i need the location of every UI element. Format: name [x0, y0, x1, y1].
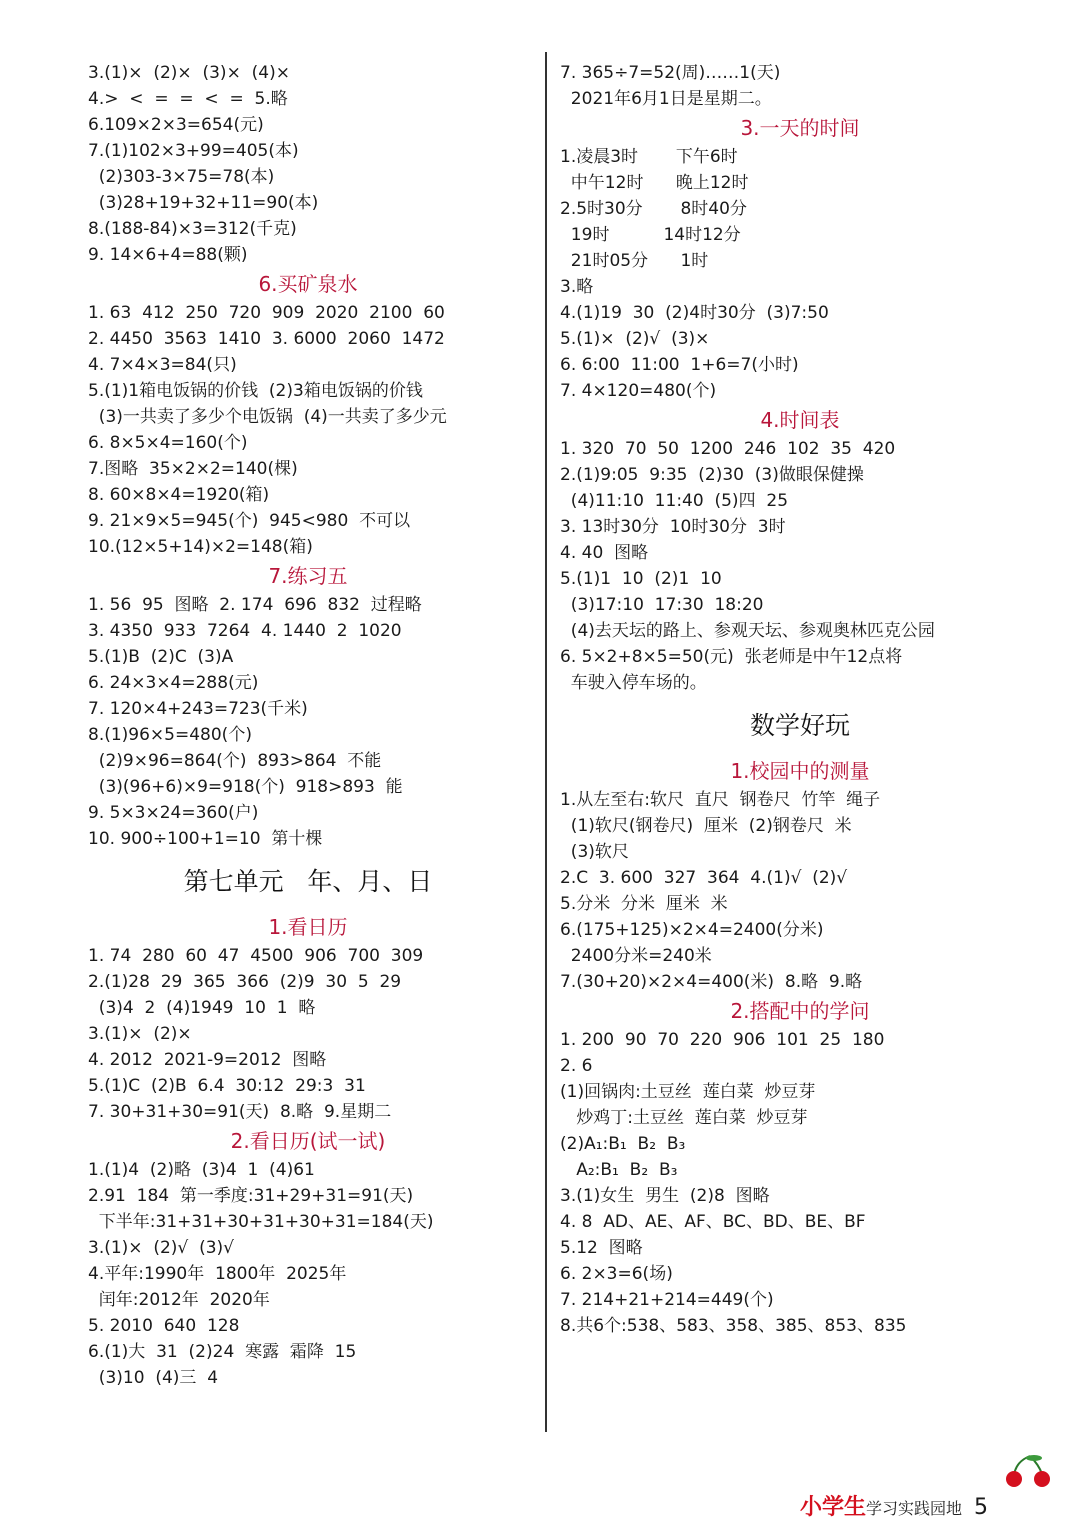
answer-line: 6. 8×5×4=160(个): [88, 433, 248, 453]
section-heading: 1.校园中的测量: [730, 759, 870, 783]
right-column: [560, 60, 1040, 1339]
answer-line: (3)17:10 17:30 18:20: [560, 595, 764, 615]
answer-line: 1. 200 90 70 220 906 101 25 180: [560, 1030, 885, 1050]
answer-line: 2400分米=240米: [560, 946, 712, 966]
answer-line: 3. 13时30分 10时30分 3时: [560, 517, 786, 537]
answer-line: 7. 365÷7=52(周)……1(天): [560, 63, 781, 83]
section-heading: 1.看日历: [268, 915, 348, 939]
answer-line: 1. 56 95 图略 2. 174 696 832 过程略: [88, 595, 422, 615]
answer-line: 5.(1)1箱电饭锅的价钱 (2)3箱电饭锅的价钱: [88, 381, 423, 401]
answer-line: (3)4 2 (4)1949 10 1 略: [88, 998, 316, 1018]
answer-line: 3.(1)女生 男生 (2)8 图略: [560, 1186, 770, 1206]
answer-line: 闰年:2012年 2020年: [88, 1290, 270, 1310]
answer-line: (1)回锅肉:土豆丝 莲白菜 炒豆芽: [560, 1082, 816, 1102]
answer-line: 7. 214+21+214=449(个): [560, 1290, 774, 1310]
answer-line: 1. 63 412 250 720 909 2020 2100 60: [88, 303, 445, 323]
answer-line: 5.(1)C (2)B 6.4 30:12 29:3 31: [88, 1076, 366, 1096]
answer-line: 5.分米 分米 厘米 米: [560, 894, 728, 914]
section-heading: 2.搭配中的学问: [730, 999, 870, 1023]
brand-subtitle: 学习实践园地: [866, 1499, 963, 1518]
answer-line: 5.12 图略: [560, 1238, 643, 1258]
answer-line: 7. 120×4+243=723(千米): [88, 699, 308, 719]
answer-line: 炒鸡丁:土豆丝 莲白菜 炒豆芽: [560, 1108, 808, 1128]
answer-line: 6. 5×2+8×5=50(元) 张老师是中午12点将: [560, 647, 903, 667]
answer-line: (3)一共卖了多少个电饭锅 (4)一共卖了多少元: [88, 407, 447, 427]
answer-line: 7. 4×120=480(个): [560, 381, 717, 401]
answer-line: 3.(1)× (2)×: [88, 1024, 192, 1044]
answer-line: 4. 2012 2021-9=2012 图略: [88, 1050, 327, 1070]
answer-line: 4. 40 图略: [560, 543, 649, 563]
cherry-logo-icon: [1000, 1452, 1060, 1492]
brand-title: 小学生: [800, 1495, 867, 1520]
answer-line: 5.(1)× (2)√ (3)×: [560, 329, 710, 349]
answer-line: 6. 24×3×4=288(元): [88, 673, 259, 693]
answer-line: 4. 7×4×3=84(只): [88, 355, 237, 375]
answer-line: (3)软尺: [560, 842, 629, 862]
answer-line: 1.从左至右:软尺 直尺 钢卷尺 竹竿 绳子: [560, 790, 881, 810]
answer-line: 8.共6个:538、583、358、385、853、835: [560, 1316, 907, 1336]
answer-line: 车驶入停车场的。: [560, 673, 707, 693]
answer-line: 下半年:31+31+30+31+30+31=184(天): [88, 1212, 434, 1232]
answer-line: 10. 900÷100+1=10 第十棵: [88, 829, 323, 849]
answer-line: 10.(12×5+14)×2=148(箱): [88, 537, 313, 557]
answer-line: (2)303-3×75=78(本): [88, 167, 275, 187]
answer-line: (3)(96+6)×9=918(个) 918>893 能: [88, 777, 403, 797]
answer-line: 6.109×2×3=654(元): [88, 115, 264, 135]
answer-line: 5.(1)1 10 (2)1 10: [560, 569, 722, 589]
answer-line: 21时05分 1时: [560, 251, 709, 271]
answer-line: 4.平年:1990年 1800年 2025年: [88, 1264, 347, 1284]
answer-line: 4. 8 AD、AE、AF、BC、BD、BE、BF: [560, 1212, 866, 1232]
page-number: 5: [974, 1495, 989, 1520]
answer-line: (4)11:10 11:40 (5)四 25: [560, 491, 789, 511]
answer-line: 2. 4450 3563 1410 3. 6000 2060 1472: [88, 329, 445, 349]
answer-line: A₂:B₁ B₂ B₃: [560, 1160, 678, 1180]
answer-line: 3.(1)× (2)√ (3)√: [88, 1238, 234, 1258]
answer-line: 4.> < = = < = 5.略: [88, 89, 288, 109]
answer-line: 19时 14时12分: [560, 225, 741, 245]
answer-line: 3. 4350 933 7264 4. 1440 2 1020: [88, 621, 402, 641]
answer-line: 1.(1)4 (2)略 (3)4 1 (4)61: [88, 1160, 315, 1180]
answer-line: 7.图略 35×2×2=140(棵): [88, 459, 298, 479]
answer-line: 1. 320 70 50 1200 246 102 35 420: [560, 439, 896, 459]
answer-line: 5. 2010 640 128: [88, 1316, 240, 1336]
answer-line: 7.(1)102×3+99=405(本): [88, 141, 299, 161]
answer-line: 6.(1)大 31 (2)24 寒露 霜降 15: [88, 1342, 357, 1362]
answer-line: 9. 5×3×24=360(户): [88, 803, 259, 823]
answer-line: 9. 21×9×5=945(个) 945<980 不可以: [88, 511, 411, 531]
answer-line: (2)9×96=864(个) 893>864 不能: [88, 751, 382, 771]
answer-line: (3)28+19+32+11=90(本): [88, 193, 319, 213]
answer-line: (2)A₁:B₁ B₂ B₃: [560, 1134, 686, 1154]
answer-line: (4)去天坛的路上、参观天坛、参观奥林匹克公园: [560, 621, 935, 641]
section-heading: 6.买矿泉水: [258, 272, 358, 296]
unit-title: 第七单元 年、月、日: [183, 867, 433, 896]
answer-line: 5.(1)B (2)C (3)A: [88, 647, 234, 667]
answer-line: 中午12时 晚上12时: [560, 173, 749, 193]
answer-line: 9. 14×6+4=88(颗): [88, 245, 248, 265]
answer-line: 6. 6:00 11:00 1+6=7(小时): [560, 355, 799, 375]
left-column: [88, 60, 528, 1391]
answer-line: 2.(1)9:05 9:35 (2)30 (3)做眼保健操: [560, 465, 864, 485]
answer-line: 7.(30+20)×2×4=400(米) 8.略 9.略: [560, 972, 863, 992]
answer-line: 8. 60×8×4=1920(箱): [88, 485, 270, 505]
answer-line: 3.略: [560, 277, 594, 297]
answer-line: 3.(1)× (2)× (3)× (4)×: [88, 63, 290, 83]
answer-line: 2.5时30分 8时40分: [560, 199, 747, 219]
answer-line: 2.C 3. 600 327 364 4.(1)√ (2)√: [560, 868, 848, 888]
unit-title: 数学好玩: [749, 711, 850, 740]
answer-line: 2. 6: [560, 1056, 593, 1076]
section-heading: 4.时间表: [760, 408, 840, 432]
answer-line: 2.(1)28 29 365 366 (2)9 30 5 29: [88, 972, 402, 992]
answer-line: 6.(175+125)×2×4=2400(分米): [560, 920, 824, 940]
answer-line: (1)软尺(钢卷尺) 厘米 (2)钢卷尺 米: [560, 816, 852, 836]
section-heading: 3.一天的时间: [740, 116, 860, 140]
answer-line: 8.(188-84)×3=312(千克): [88, 219, 297, 239]
answer-line: 4.(1)19 30 (2)4时30分 (3)7:50: [560, 303, 829, 323]
section-heading: 7.练习五: [268, 564, 348, 588]
section-heading: 2.看日历(试一试): [230, 1129, 386, 1153]
answer-line: 1. 74 280 60 47 4500 906 700 309: [88, 946, 424, 966]
column-divider: [545, 52, 547, 1432]
answer-line: 6. 2×3=6(场): [560, 1264, 673, 1284]
answer-line: 2.91 184 第一季度:31+29+31=91(天): [88, 1186, 414, 1206]
answer-line: 8.(1)96×5=480(个): [88, 725, 252, 745]
answer-line: 7. 30+31+30=91(天) 8.略 9.星期二: [88, 1102, 392, 1122]
answer-line: 2021年6月1日是星期二。: [560, 89, 772, 109]
answer-line: (3)10 (4)三 4: [88, 1368, 219, 1388]
answer-line: 1.凌晨3时 下午6时: [560, 147, 738, 167]
footer: [800, 1490, 988, 1521]
